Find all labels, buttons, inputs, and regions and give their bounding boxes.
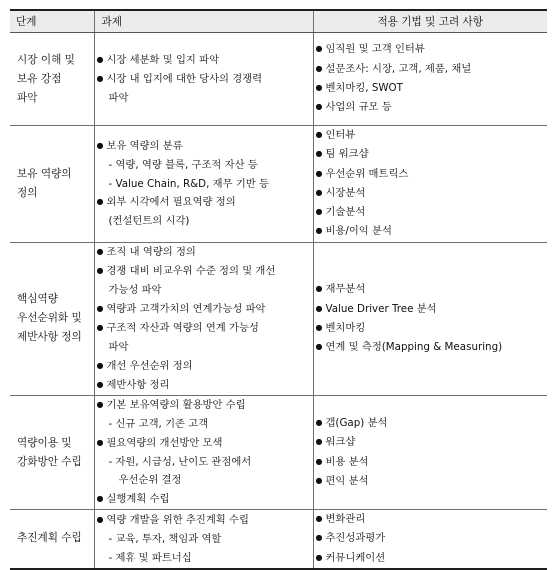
method-bullet: ● 비용/이익 분석: [314, 222, 548, 241]
stage-line: 정의: [17, 186, 38, 199]
stage-cell: [10, 396, 94, 510]
method-bullet: ● 우선순위 매트릭스: [314, 165, 548, 184]
method-cell: [313, 396, 547, 510]
method-bullet: ● 연계 및 측정(Mapping & Measuring): [314, 338, 548, 357]
task-bullet: ● 시장 내 입지에 대한 당사의 경쟁력: [95, 70, 313, 89]
stage-line: 핵심역량: [17, 293, 58, 306]
task-cell: [94, 509, 313, 568]
table-row: [10, 509, 547, 568]
header-task: 과제: [94, 10, 313, 33]
method-cell: [313, 33, 547, 126]
stage-cell: [10, 33, 94, 126]
stage-cell: [10, 126, 94, 243]
method-cell: [313, 509, 547, 568]
method-table: [10, 9, 547, 570]
method-bullet: ● 워크샵: [314, 433, 548, 452]
stage-cell: [10, 509, 94, 568]
task-cell: [94, 126, 313, 243]
task-bullet: ● 실행계획 수립: [95, 490, 313, 509]
method-bullet: ● 커뮤니케이션: [314, 549, 548, 568]
task-subline: - 신규 고객, 기존 고객: [108, 418, 209, 431]
method-bullet: ● 변화관리: [314, 510, 548, 529]
header-method: 적용 기법 및 고려 사항: [313, 10, 547, 33]
task-bullet: ● 보유 역량의 분류: [95, 137, 313, 156]
task-subline: - 제휴 및 파트너십: [108, 551, 192, 564]
stage-line: 시장 이해 및: [17, 53, 75, 66]
method-bullet: ● Value Driver Tree 분석: [314, 300, 548, 319]
method-bullet: ● 기술분석: [314, 203, 548, 222]
task-bullet: ● 구조적 자산과 역량의 연계 가능성: [95, 319, 313, 338]
stage-line: 강화방안 수립: [17, 455, 82, 468]
task-subline: - 교육, 투자, 책임과 역할: [108, 533, 222, 546]
stage-line: 보유 역량의: [17, 167, 72, 180]
table-row: [10, 242, 547, 395]
method-bullet: ● 설문조사: 시장, 고객, 제품, 채널: [314, 60, 548, 79]
task-subline: 우선순위 결정: [118, 474, 182, 487]
method-bullet: ● 벤치마킹: [314, 319, 548, 338]
task-bullet: ● 제반사항 정리: [95, 376, 313, 395]
task-bullet: ● 필요역량의 개선방안 모색: [95, 434, 313, 453]
method-bullet: ● 비용 분석: [314, 453, 548, 472]
task-bullet: ● 시장 세분화 및 입지 파악: [95, 51, 313, 70]
method-bullet: ● 팀 워크샵: [314, 145, 548, 164]
task-bullet: ● 기본 보유역량의 활용방안 수립: [95, 396, 313, 415]
table-row: [10, 126, 547, 243]
task-bullet: ● 외부 시각에서 필요역량 정의: [95, 193, 313, 212]
method-bullet: ● 사업의 규모 등: [314, 98, 548, 117]
header-row: [10, 10, 547, 33]
stage-line: 추진계획 수립: [17, 532, 82, 545]
method-bullet: ● 갭(Gap) 분석: [314, 414, 548, 433]
task-cell: [94, 396, 313, 510]
stage-line: 역량이용 및: [17, 436, 72, 449]
method-bullet: ● 편익 분석: [314, 472, 548, 491]
task-bullet: ● 조직 내 역량의 정의: [95, 243, 313, 262]
task-cell: [94, 242, 313, 395]
task-subline: (컨설턴트의 시각): [108, 215, 190, 228]
task-bullet: ● 역량 개발을 위한 추진계획 수립: [95, 511, 313, 530]
method-bullet: ● 재무분석: [314, 280, 548, 299]
task-subline: 파악: [108, 92, 129, 105]
header-stage: 단계: [10, 10, 94, 33]
method-bullet: ● 인터뷰: [314, 126, 548, 145]
task-bullet: ● 개선 우선순위 정의: [95, 357, 313, 376]
method-bullet: ● 추진성과평가: [314, 529, 548, 548]
table-row: [10, 33, 547, 126]
task-subline: - 자원, 시급성, 난이도 관점에서: [108, 456, 252, 469]
method-bullet: ● 벤치마킹, SWOT: [314, 79, 548, 98]
method-bullet: ● 시장분석: [314, 184, 548, 203]
stage-cell: [10, 242, 94, 395]
table-row: [10, 396, 547, 510]
stage-line: 보유 강점: [17, 72, 62, 85]
task-subline: - Value Chain, R&D, 재무 기반 등: [108, 177, 269, 190]
stage-line: 파악: [17, 91, 38, 104]
method-cell: [313, 242, 547, 395]
task-subline: 파악: [108, 341, 129, 354]
method-cell: [313, 126, 547, 243]
task-bullet: ● 역량과 고객가치의 연계가능성 파악: [95, 300, 313, 319]
method-bullet: ● 임직원 및 고객 인터뷰: [314, 40, 548, 59]
task-cell: [94, 33, 313, 126]
stage-line: 우선순위화 및: [17, 312, 82, 325]
stage-line: 제반사항 정의: [17, 331, 82, 344]
task-bullet: ● 경쟁 대비 비교우위 수준 정의 및 개선: [95, 262, 313, 281]
task-subline: 가능성 파악: [108, 284, 162, 297]
task-subline: - 역량, 역량 블록, 구조적 자산 등: [108, 159, 258, 172]
